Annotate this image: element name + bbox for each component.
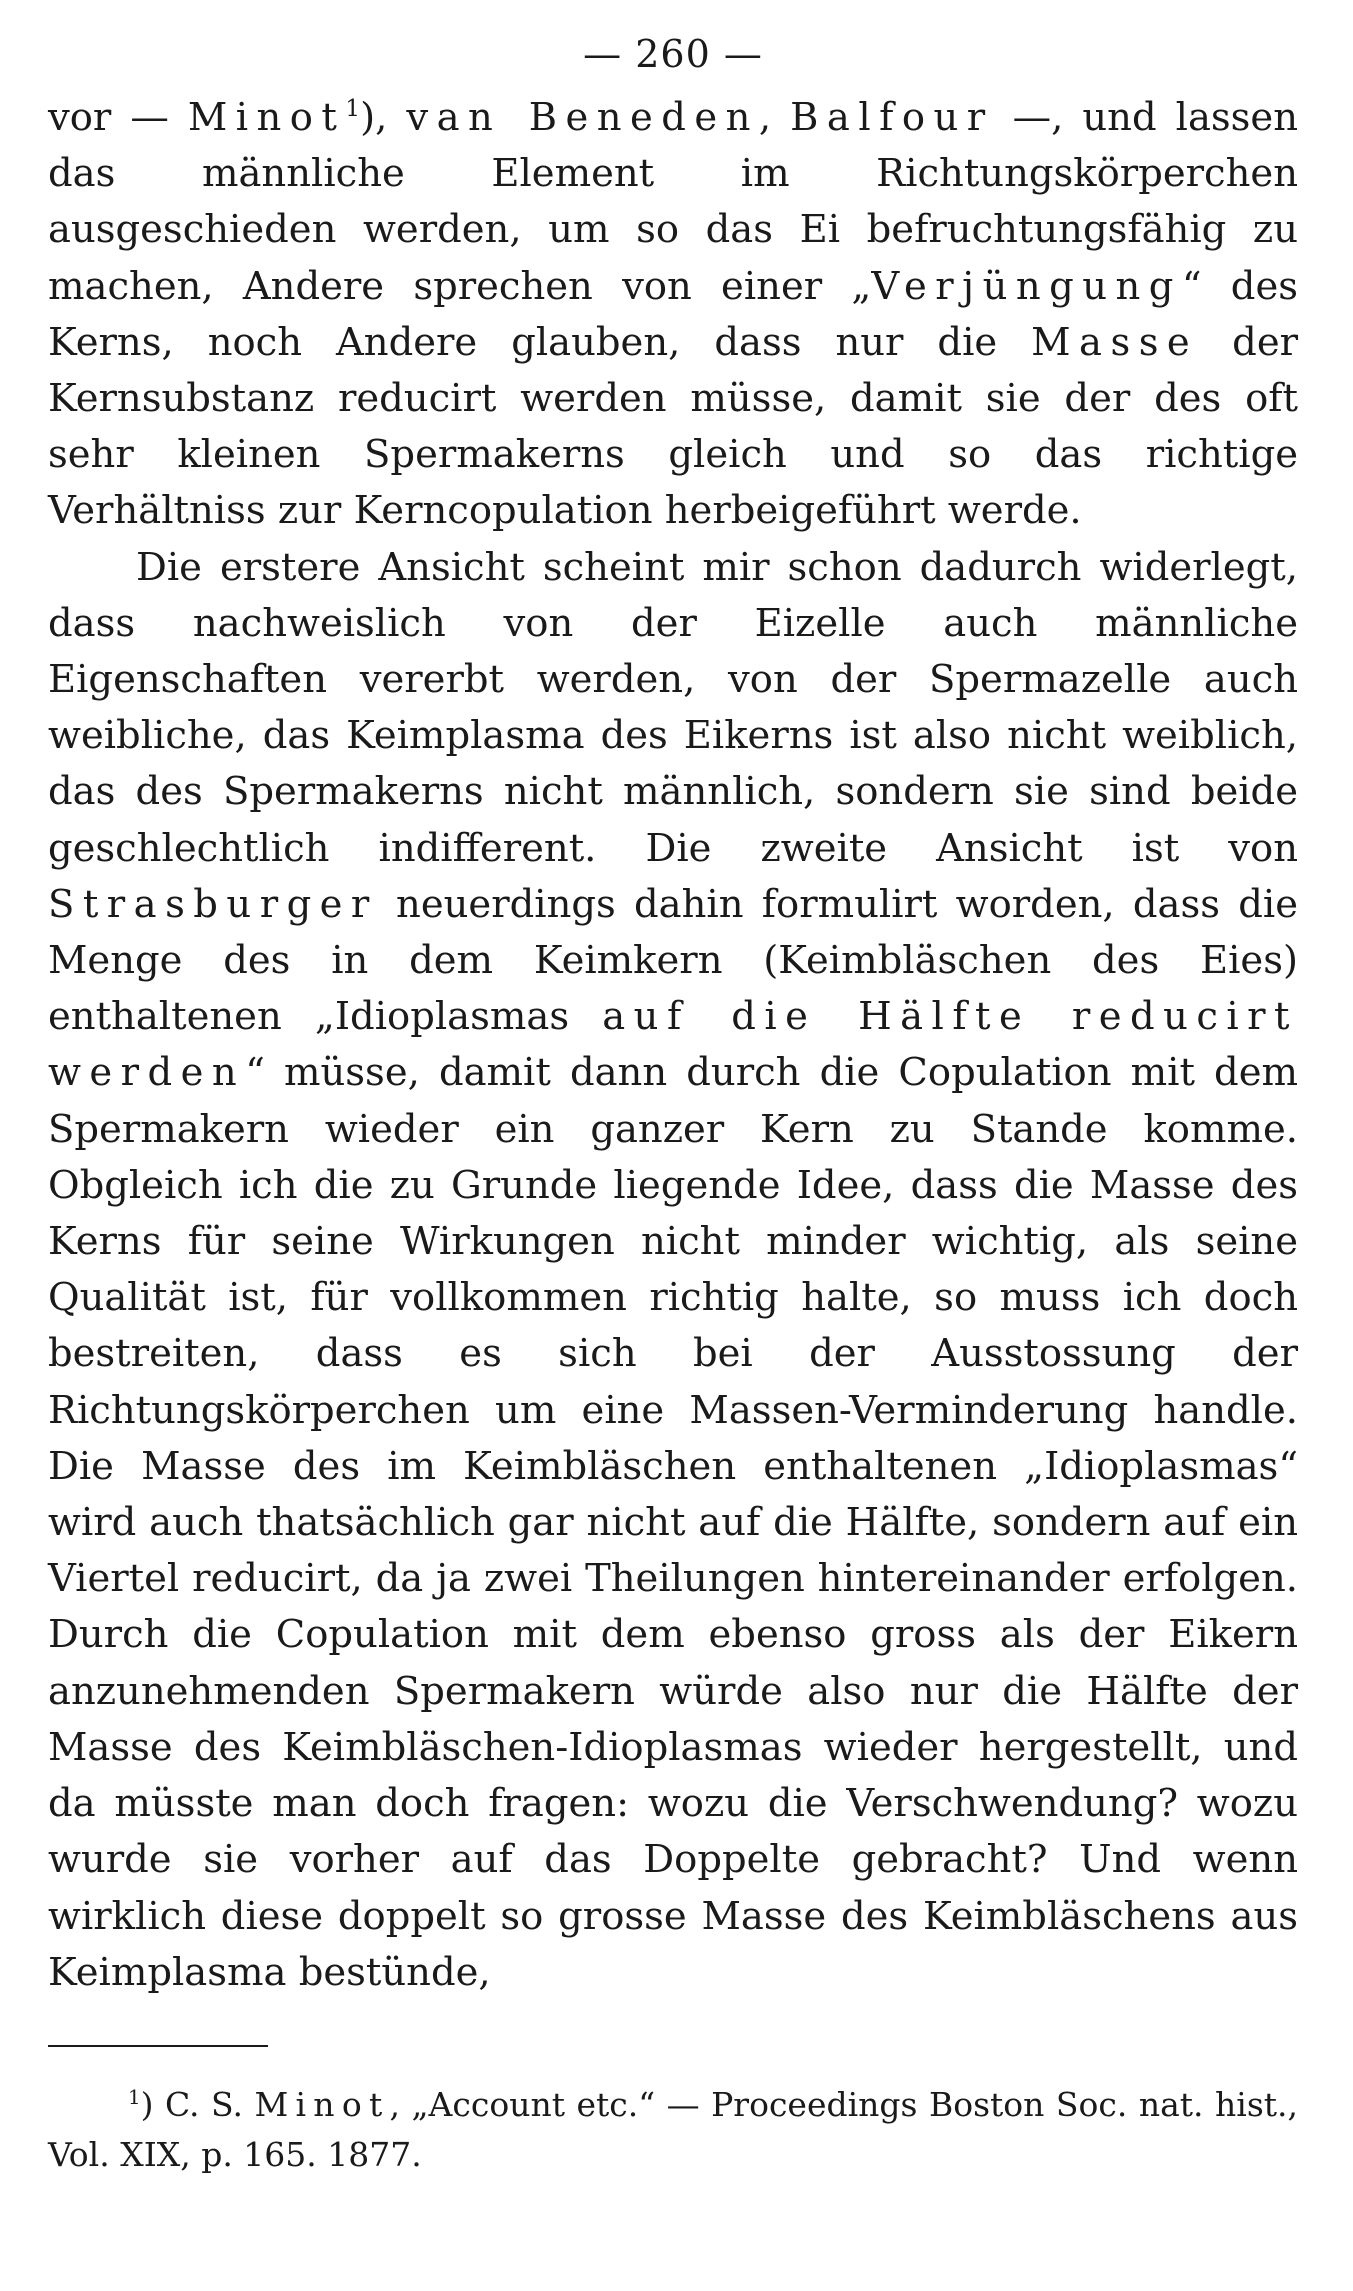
text-segment: —, und lassen das männliche Element im Richtungskörperchen ausgeschieden werden, um so das Ei befruchtungsfähig zu machen, Andere sprechen von einer „ (48, 95, 1298, 309)
emphasized-text: van Beneden (406, 95, 759, 140)
text-segment: , (758, 95, 791, 140)
body-text (48, 90, 1298, 2001)
paragraph-2 (48, 540, 1298, 2001)
footnote-marker: 1 (128, 2085, 141, 2109)
paragraph-1 (48, 90, 1298, 540)
text-segment: “ des Kerns, noch Andere glauben, dass nur die (48, 263, 1298, 365)
book-page (48, 30, 1298, 2213)
text-segment: “ müsse, damit dann durch die Copulation mit dem Spermakern wieder ein ganzer Kern zu Stande komme. Obgleich ich die zu Grunde liegende Idee, dass die Masse des Kerns für seine Wirkungen nicht minder wichtig, als seine Qualität ist, für vollkommen richtig halte, so muss ich doch bestreiten, dass es sich bei der Ausstossung der Richtungskörperchen um eine Massen-Verminderung handle. Die Masse des im Keimbläschen enthaltenen „Idioplasmas“ wird auch thatsächlich gar nicht auf die Hälfte, sondern auf ein Viertel reducirt, da ja zwei Theilungen hintereinander erfolgen. Durch die Copulation mit dem ebenso gross als der Eikern anzunehmenden Spermakern würde also nur die Hälfte der Masse des Keimbläschen-Idioplasmas wieder hergestellt, und da müsste man doch fragen: wozu die Verschwendung? wozu wurde sie vorher auf das Doppelte gebracht? Und wenn wirklich diese doppelt so grosse Masse des Keimbläschens aus Keimplasma bestünde, (48, 1050, 1298, 1995)
text-segment: der Kernsubstanz reducirt werden müsse, damit sie der des oft sehr kleinen Spermakerns gleich und so das richtige Verhältniss zur Kerncopulation herbeigeführt werde. (48, 319, 1299, 534)
footnote-marker: 1 (345, 96, 361, 123)
text-segment: neuerdings dahin formulirt worden, dass die Menge des in dem Keimkern (Keimbläschen des Eies) enthaltenen „Idioplasmas (48, 881, 1298, 1040)
emphasized-text: Balfour (790, 95, 994, 140)
text-segment: ) C. S. (140, 2084, 255, 2124)
text-segment: , „Account etc.“ — Proceedings Boston Soc. nat. hist., Vol. XIX, p. 165. 1877. (48, 2084, 1298, 2174)
emphasized-text: auf die Hälfte reducirt werden (48, 994, 1298, 1096)
text-segment: vor — (48, 95, 188, 140)
emphasized-text: Minot (254, 2084, 390, 2124)
emphasized-text: Masse (1031, 319, 1199, 365)
emphasized-text: Strasburger (48, 881, 378, 927)
emphasized-text: Verjüngung (871, 263, 1182, 309)
text-segment: Die erstere Ansicht scheint mir schon dadurch widerlegt, dass nachweislich von der Eizelle auch männliche Eigenschaften vererbt werden, von der Spermazelle auch weibliche, das Keimplasma des Eikerns ist also nicht weiblich, das des Spermakerns nicht männlich, sondern sie sind beide geschlechtlich indifferent. Die zweite Ansicht ist von (48, 544, 1298, 871)
emphasized-text: Minot (187, 95, 346, 140)
footnote (48, 2080, 1298, 2180)
footnote-divider (48, 2045, 268, 2047)
page-number: — 260 — (583, 32, 763, 76)
text-segment: ), (360, 95, 407, 140)
